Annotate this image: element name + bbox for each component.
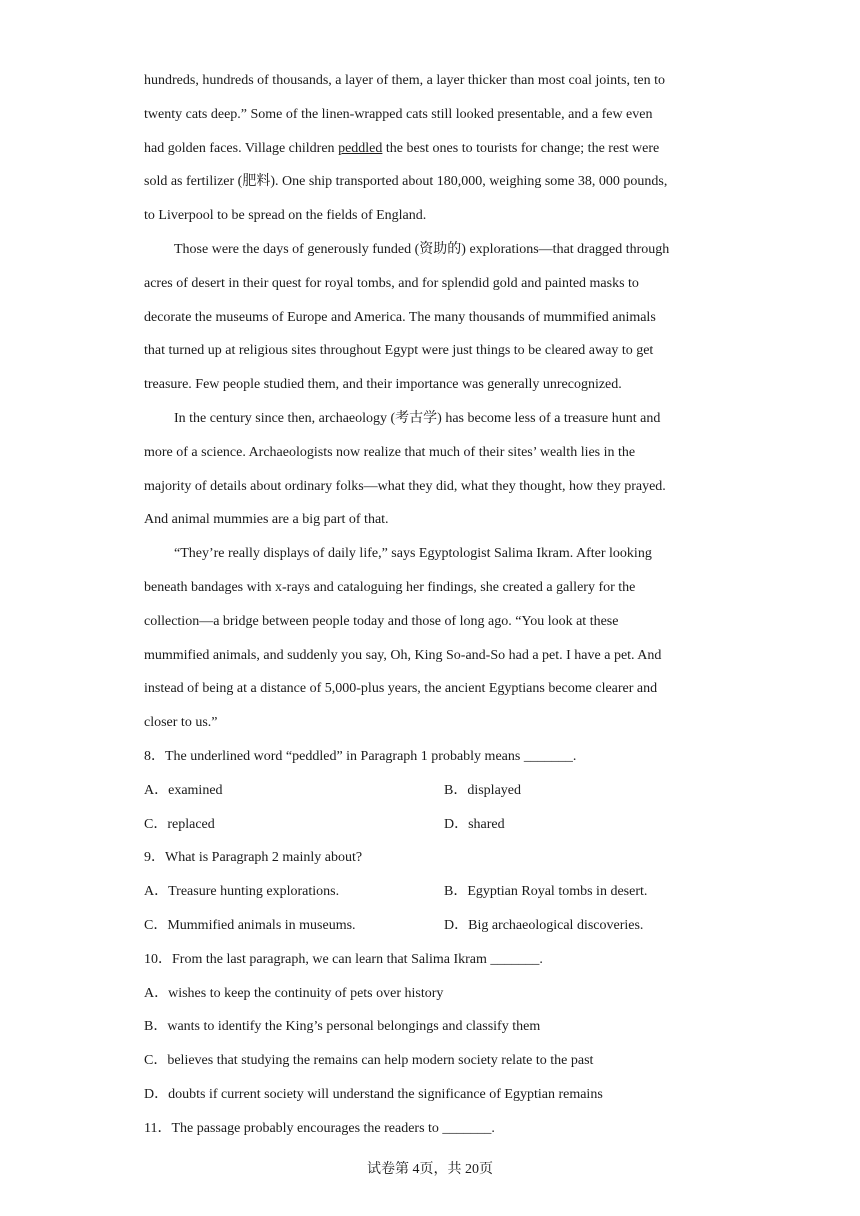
- text-line: more of a science. Archaeologists now realize that much of their sites’ wealth lies in the: [144, 444, 636, 460]
- question-9: [144, 841, 716, 942]
- options-row: [144, 875, 716, 909]
- paragraph-4: [144, 537, 716, 740]
- option-b: B．displayed: [444, 782, 521, 798]
- text-line: decorate the museums of Europe and America. The many thousands of mummified animals: [144, 309, 656, 325]
- page-footer: 试卷第 4页，共 20页: [367, 1162, 493, 1177]
- text-line: to Liverpool to be spread on the fields of England.: [144, 208, 427, 224]
- options-row: [144, 909, 716, 943]
- question-stem: 10．From the last paragraph, we can learn that Salima Ikram _______.: [144, 951, 543, 967]
- text-line: collection—a bridge between people today and those of long ago. “You look at these: [144, 613, 619, 629]
- option-d: D．shared: [444, 816, 505, 832]
- text-line: instead of being at a distance of 5,000-plus years, the ancient Egyptians become clearer and: [144, 681, 658, 697]
- page-content: [144, 64, 716, 1146]
- option-c: C．replaced: [144, 816, 215, 832]
- paragraph-1: [144, 64, 716, 233]
- text-line: twenty cats deep.” Some of the linen-wrapped cats still looked presentable, and a few even: [144, 106, 653, 122]
- option-a: A．wishes to keep the continuity of pets over history: [144, 985, 444, 1001]
- options-row: [144, 774, 716, 808]
- option-a: A．Treasure hunting explorations.: [144, 884, 340, 900]
- question-10: [144, 943, 716, 1112]
- option-b: B．wants to identify the King’s personal belongings and classify them: [144, 1019, 541, 1035]
- text-line: treasure. Few people studied them, and their importance was generally unrecognized.: [144, 377, 622, 393]
- paragraph-2: [144, 233, 716, 402]
- question-stem: 8．The underlined word “peddled” in Paragraph 1 probably means _______.: [144, 748, 577, 764]
- text-line: And animal mummies are a big part of that.: [144, 512, 389, 528]
- text-line: mummified animals, and suddenly you say, Oh, King So-and-So had a pet. I have a pet. And: [144, 647, 662, 663]
- text-line: hundreds, hundreds of thousands, a layer of them, a layer thicker than most coal joints, ten to: [144, 73, 665, 88]
- option-d: D．doubts if current society will understand the significance of Egyptian remains: [144, 1086, 603, 1102]
- underlined-word: peddled: [338, 140, 383, 156]
- text-line: “They’re really displays of daily life,” says Egyptologist Salima Ikram. After looking: [174, 546, 652, 562]
- option-c: C．believes that studying the remains can help modern society relate to the past: [144, 1053, 594, 1069]
- text-line: closer to us.”: [144, 715, 218, 731]
- option-c: C．Mummified animals in museums.: [144, 917, 356, 933]
- text-span: had golden faces. Village children: [144, 140, 339, 156]
- text-line: Those were the days of generously funded (资助的) explorations—that dragged through: [174, 241, 670, 257]
- text-line: beneath bandages with x-rays and cataloguing her findings, she created a gallery for the: [144, 579, 636, 595]
- text-line: In the century since then, archaeology (考古学) has become less of a treasure hunt and: [174, 410, 661, 426]
- text-line: [144, 132, 716, 166]
- paragraph-3: [144, 402, 716, 537]
- text-line: that turned up at religious sites throughout Egypt were just things to be cleared away to get: [144, 343, 654, 359]
- option-b: B．Egyptian Royal tombs in desert.: [444, 884, 648, 900]
- question-11: [144, 1112, 716, 1146]
- question-stem: 9．What is Paragraph 2 mainly about?: [144, 850, 363, 866]
- options-row: [144, 808, 716, 842]
- text-span: the best ones to tourists for change; the rest were: [382, 140, 660, 156]
- text-line: majority of details about ordinary folks—what they did, what they thought, how they prayed.: [144, 478, 666, 494]
- question-stem: 11．The passage probably encourages the readers to _______.: [144, 1120, 495, 1136]
- option-a: A．examined: [144, 782, 223, 798]
- question-8: [144, 740, 716, 841]
- text-line: sold as fertilizer (肥料). One ship transported about 180,000, weighing some 38, 000 pounds,: [144, 174, 668, 190]
- option-d: D．Big archaeological discoveries.: [444, 917, 644, 933]
- text-line: acres of desert in their quest for royal tombs, and for splendid gold and painted masks to: [144, 275, 639, 291]
